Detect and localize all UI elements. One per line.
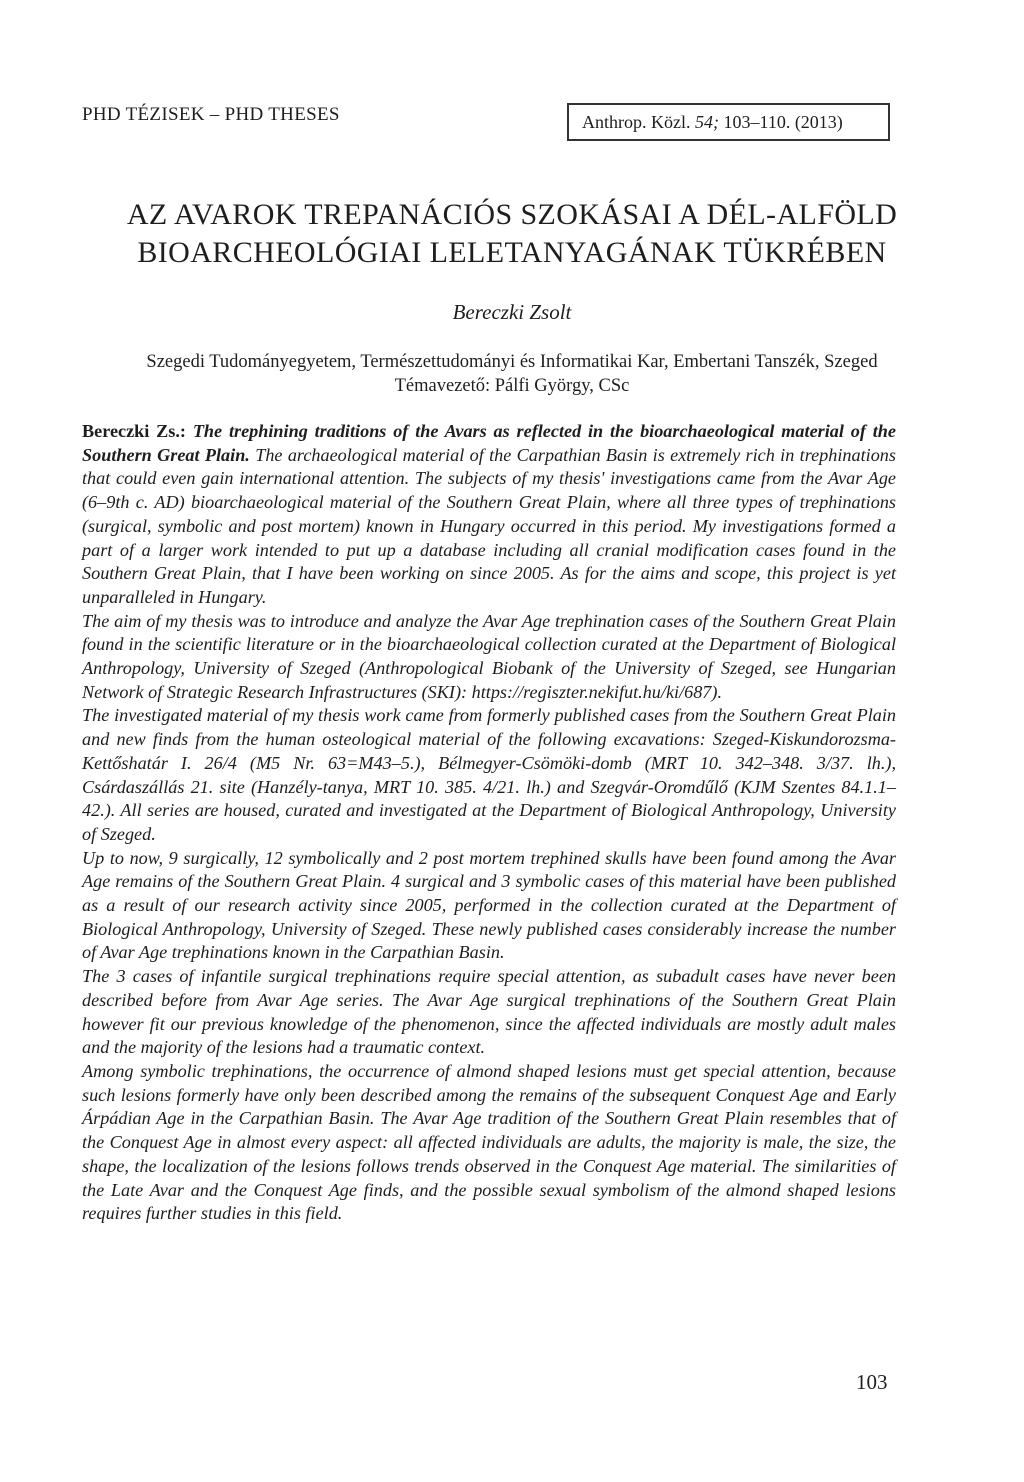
affiliation-supervisor: Témavezető: Pálfi György, CSc bbox=[394, 376, 630, 396]
citation-pages: 103–110. (2013) bbox=[718, 112, 843, 132]
abstract-paragraph-6: Among symbolic trephinations, the occurrence of almond shaped lesions must get special attention, because such lesions formerly have only been described among the remains of the subsequent Conquest Age and Early Árpádian Age in the Carpathian Basin. The Avar Age tradition of the Southern Great Plain resembles that of the Conquest Age in almost every aspect: all affected individuals are adults, the majority is male, the size, the shape, the localization of the lesions follows trends observed in the Conquest Age material. The similarities of the Late Avar and the Conquest Age finds, and the possible sexual symbolism of the almond shaped lesions requires further studies in this field. bbox=[82, 1060, 896, 1224]
abstract-cite-author: Bereczki Zs.: bbox=[82, 421, 193, 441]
citation-journal: Anthrop. Közl. bbox=[582, 112, 695, 132]
author-name: Bereczki Zsolt bbox=[452, 300, 572, 324]
abstract-paragraph-3: The investigated material of my thesis work came from formerly published cases from the Southern Great Plain and new finds from the human osteological material of the following excavations: Szeged-Kiskundorozsma-Kettőshatár I. 26/4 (M5 Nr. 63=M43–5.), Bélmegyer-Csömöki-domb (MRT 10. 342–348. 3/37. lh.), Csárdaszállás 21. site (Hanzély-tanya, MRT 10. 385. 4/21. lh.) and Szegvár-Oromdűlő (KJM Szentes 84.1.1–42.). All series are housed, curated and investigated at the Department of Biological Anthropology, University of Szeged. bbox=[82, 705, 896, 844]
abstract-paragraph-4: Up to now, 9 surgically, 12 symbolically and 2 post mortem trephined skulls have been found among the Avar Age remains of the Southern Great Plain. 4 surgical and 3 symbolic cases of this material have been published as a result of our research activity since 2005, performed in the collection curated at the Department of Biological Anthropology, University of Szeged. These newly published cases considerably increase the number of Avar Age trephinations known in the Carpathian Basin. bbox=[82, 847, 896, 963]
title-line-1: AZ AVAROK TREPANÁCIÓS SZOKÁSAI A DÉL-ALFÖLD bbox=[126, 198, 898, 231]
affiliation-institution: Szegedi Tudományegyetem, Természettudományi és Informatikai Kar, Embertani Tanszék, Szeged bbox=[146, 352, 878, 372]
abstract bbox=[82, 420, 896, 1226]
abstract-paragraph-5: The 3 cases of infantile surgical trephinations require special attention, as subadult cases have never been described before from Avar Age series. The Avar Age surgical trephinations of the Southern Great Plain however fit our previous knowledge of the phenomenon, since the affected individuals are mostly adult males and the majority of the lesions had a traumatic context. bbox=[82, 966, 896, 1058]
affiliation bbox=[0, 350, 1024, 398]
title-line-2: BIOARCHEOLÓGIAI LELETANYAGÁNAK TÜKRÉBEN bbox=[137, 236, 887, 269]
citation-box bbox=[567, 103, 890, 141]
citation-volume: 54; bbox=[694, 112, 719, 132]
abstract-paragraph-2: The aim of my thesis was to introduce and analyze the Avar Age trephination cases of the Southern Great Plain found in the scientific literature or in the bioarchaeological collection curated at the Department of Biological Anthropology, University of Szeged (Anthropological Biobank of the University of Szeged, see Hungarian Network of Strategic Research Infrastructures (SKI): https://regiszter.nekifut.hu/ki/687). bbox=[82, 610, 896, 702]
page-number: 103 bbox=[856, 1370, 888, 1394]
article-title bbox=[0, 196, 1024, 272]
abstract-paragraph-1 bbox=[82, 420, 896, 610]
abstract-cite-title: The trephining traditions of the Avars as reflected in the bioarchaeological material of the Southern Great Plain. bbox=[82, 421, 896, 465]
running-header: PHD TÉZISEK – PHD THESES bbox=[82, 104, 340, 125]
abstract-paragraph-1-text: The archaeological material of the Carpathian Basin is extremely rich in trephinations that could even gain international attention. The subjects of my thesis' investigations came from the Avar Age (6–9th c. AD) bioarchaeological material of the Southern Great Plain, where all three types of trephinations (surgical, symbolic and post mortem) known in Hungary occurred in this period. My investigations formed a part of a larger work intended to put up a database including all cranial modification cases found in the Southern Great Plain, that I have been working on since 2005. As for the aims and scope, this project is yet unparalleled in Hungary. bbox=[82, 444, 896, 607]
